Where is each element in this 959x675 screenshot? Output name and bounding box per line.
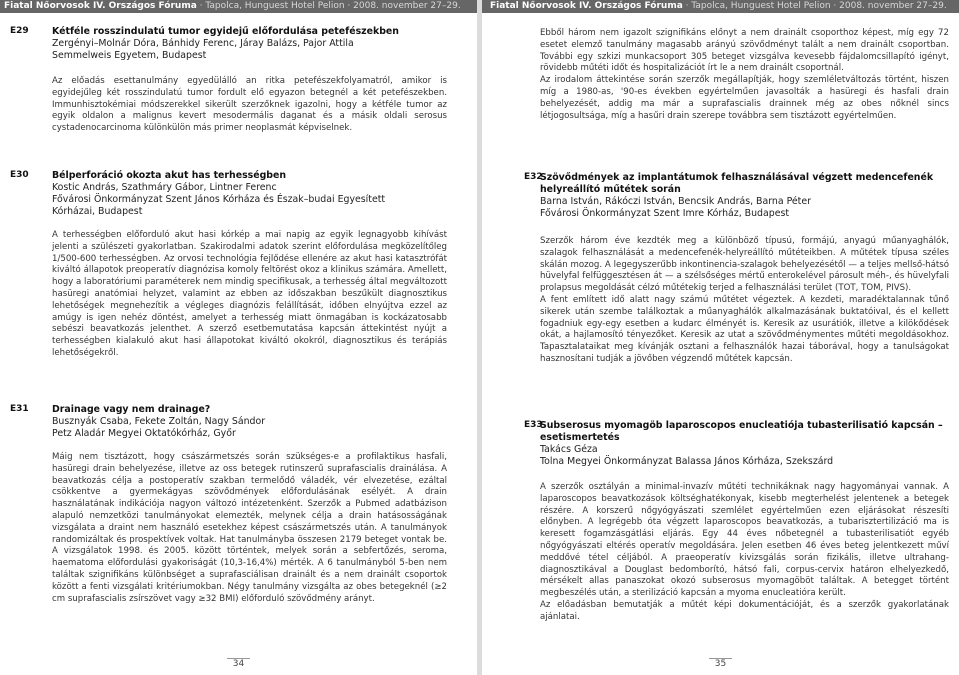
abstract-code: E31 bbox=[10, 404, 29, 414]
abstract-title: Drainage vagy nem drainage? bbox=[52, 404, 211, 415]
abstract-institution: Tolna Megyei Önkormányzat Balassa János Kórháza, Szekszárd bbox=[540, 456, 834, 467]
continuation-text: Ebből három nem igazolt szignifikáns előnyt a nem drainált csoporthoz képest, míg egy 72 esetet elemző tanulmány magasabb arányú szövődményt talált a nem drainált csoportban. További egy szkizi munkacsoport 305 beteget vizsgálva kevesebb fájdalomcsillapító igényt, rövidebb műtéti időt és hospitalizációt írt le a nem drainált csoportnál. Az irodalom áttekintése során szerzők megállapítják, hogy szemléletváltozás történt, hiszen míg a 1980-as, '90-es években egyértelműen javasolták a hasüregi és hasfali drain behelyezését, addig ma már a suprafascialis drainnek még az obes nőknél sincs létjogosultsága, míg a hasűri drain szerepe továbbra sem tisztázott egyértelműen. bbox=[540, 28, 949, 121]
right-page bbox=[482, 0, 959, 675]
abstract-authors: Busznyák Csaba, Fekete Zoltán, Nagy Sándor bbox=[52, 416, 266, 427]
abstract-title: Szövődmények az implantátumok felhasználásával végzett medencefenék helyreállító műtétek során bbox=[540, 172, 934, 195]
abstract-authors: Takács Géza bbox=[540, 444, 598, 455]
abstract-text: A terhességben előforduló akut hasi kórkép a mai napig az egyik legnagyobb kihívást jelenti a szülészeti gyakorlatban. Szakirodalmi adatok szerint előfordulása megközelítőleg 1/500-600 terhességben. Az orvosi technológia fejlődése ellenére az akut hasi katasztrófát kiváltó állapotok preoperatív diagnózisa komoly feltörést okoz a klinikus számára. Amellett, hogy a laboratóriumi paraméterek nem mindig specifikusak, a terhesség által megváltozott hasüregi anatómiai helyzet, valamint az ebben az időszakban beszűkült diagnosztikus lehetőségek megnehezítik a végleges diagnózis felállítását, időben elnyújtva ezzel az amúgy is igen nehéz döntést, amelyet a terhesség miatt önmagában is kockázatosabb sebészi beavatkozás jelenthet. A szerző esetbemutatása kapcsán áttekintést nyújt a terhességben kialakuló akut hasi állapotokat kiváltó okokról, diagnosztikus és terápiás lehetőségekről. bbox=[52, 230, 447, 358]
abstract-institution: Fővárosi Önkormányzat Szent Imre Kórház, Budapest bbox=[540, 208, 790, 219]
page-number bbox=[0, 659, 477, 669]
header-venue: · Tapolca, Hunguest Hotel Pelion · 2008. november 27–29. bbox=[682, 1, 947, 11]
abstract-code: E32 bbox=[524, 172, 543, 182]
header-conference: Fiatal Nőorvosok IV. Országos Fóruma bbox=[490, 1, 683, 11]
page-number bbox=[482, 659, 959, 669]
page-header bbox=[482, 0, 959, 13]
left-page bbox=[0, 0, 477, 675]
header-conference: Fiatal Nőorvosok IV. Országos Fóruma bbox=[4, 1, 197, 11]
abstract-authors: Barna István, Rákóczi István, Bencsik András, Barna Péter bbox=[540, 196, 811, 207]
abstract-body bbox=[52, 452, 447, 605]
abstract-body bbox=[52, 76, 447, 135]
abstract-title: Subserosus myomagöb laparoscopos enucleatiója tubasterilisatió kapcsán – esetismertetés bbox=[540, 420, 943, 443]
page-number-text: 35 bbox=[709, 658, 732, 669]
abstract-text: Máig nem tisztázott, hogy császármetszés során szükséges-e a profilaktikus hasfali, hasüregi drain behelyezése, illetve az oss betegek rutinszerű suprafascialis drainálása. A beavatkozás célja a postoperatív szakban termelődő váladék, vér elvezetése, ezáltal csökkentve a gyermekágyas szövődmények előfordulásának esélyét. A drain használatának indikációja nagyon változó intézetenként. Szerzők a Pubmed adatbázison alapuló nemzetközi tanulmányokat elemezték, melynek célja a drain hatásosságának vizsgálata a draint nem használó esetekhez képest császármetszés után. A tanulmányok randomizáltak és prospektívek voltak. Hat tanulmányba összesen 2179 beteget vontak be. A vizsgálatok 1998. és 2005. között történtek, melyek során a sebfertőzés, seroma, haematoma előfordulási gyakoriságát (10,3-16,4%) mérték. A 6 tanulmányból 5-ben nem találtak szignifikáns különbséget a suprafasciálisan drainált és a nem drainált csoportok között a fenti vizsgálati kritériumokban. Négy tanulmány vizsgálta az obes betegeknél (≥2 cm suprafascialis zsírszövet vagy ≥32 BMI) előforduló szövődmény arányt. bbox=[52, 452, 447, 604]
abstract-text: Az előadás esettanulmány egyedülálló an ritka petefészekfolyamatról, amikor is egyidejűleg két rosszindulatú tumor fordult elő egyazon betegnél a két petefészekben. Immunhisztokémiai módszerekkel sikerült szerzőknek igazolni, hogy a kétféle tumor az egyik oldalon a malignus kevert mesodermális daganat és a másik oldali serosus cystadenocarcinoma különkülön más primer neoplasmát képviselnek. bbox=[52, 76, 447, 134]
abstract-body bbox=[52, 230, 447, 360]
abstract-body: Szerzők három éve kezdték meg a különböző típusú, formájú, anyagú műanyaghálók, szalagok felhasználását a medencefenék-helyreállító műtéteikben. A műtétek típusa széles skálán mozog. A legegyszerűbb inkontinencia-szalagok behelyezésétől — a teljes mellső-hátsó hüvelyfal felfüggesztésen át — a szélsőséges mértű enterokelével párosult méh-, és hüvelyfali prolapsus megoldását célzó műtétekig terjed a felhasználási terület (TOT, TOM, PIVS). A fent említett idő alatt nagy számú műtétet végeztek. A kezdeti, maradéktalannak tűnő sikerek után szembe találkoztak a műanyaghálók alkalmazásának buktatóival, és el kellett fogadniuk egy-egy esetben a kudarc élményét is. Keresik az usurátiók, illetve a kilökődések okát, a hajlamosító tényezőket. Keresik az utat a szövődménymentes műtéti megoldásokhoz. Tapasztalataikat meg kívánják osztani a felhasználók hazai táborával, hogy a tanulságokat hasznosítani tudják a jövőben végzendő műtétek kapcsán. bbox=[540, 236, 949, 364]
abstract-institution: Fővárosi Önkormányzat Szent János Kórháza és Észak–budai Egyesített Kórházai, Budapest bbox=[52, 194, 386, 217]
abstract-title: Bélperforáció okozta akut has terhességben bbox=[52, 170, 287, 181]
abstract-code: E33 bbox=[524, 420, 543, 430]
abstract-authors: Zergényi–Molnár Dóra, Bánhidy Ferenc, Járay Balázs, Pajor Attila bbox=[52, 38, 354, 49]
abstract-code: E29 bbox=[10, 26, 29, 36]
abstract-body: A szerzők osztályán a minimal-invazív műtéti technikáknak nagy hagyományai vannak. A laparoscopos beavatkozások költséghatékonyak, kisebb megterhelést jelentenek a betegek részére. A korszerű nőgyógyászati szemlélet egyértelműen ezen eljárásokat részesíti előnyben. A legrégebb óta végzett laparoscopos beavatkozás, a tubarisztertilizáció ma is keresett fogamzásgátlási eljárás. Egy 44 éves nőbetegnél a tubasterilisatiót egyéb nőgyógyászati eltérés operatív megoldására. Jelen esetben 46 éves beteg jelentkezett műví meddővé tétel céljából. A praeoperatív kivizsgálás során fizikális, illetve ultrahang-diagnosztikával a Douglast bedomborító, hátsó fali, corpus-cervix határon elhelyezkedő, mérsékelt allas panaszokat okozó subserosus myomagöböt találtak. A betegget történt megbeszélés után, a sterilizáció kapcsán a myoma enucleatióra került. Az előadásban bemutatják a műtét képi dokumentációját, és a szerzők gyakorlatának ajánlatai. bbox=[540, 482, 949, 622]
page-header bbox=[0, 0, 477, 13]
abstract-code: E30 bbox=[10, 170, 29, 180]
page-number-text: 34 bbox=[227, 658, 250, 669]
abstract-institution: Semmelweis Egyetem, Budapest bbox=[52, 50, 207, 61]
abstract-authors: Kostic András, Szathmáry Gábor, Lintner Ferenc bbox=[52, 182, 277, 193]
abstract-institution: Petz Aladár Megyei Oktatókórház, Győr bbox=[52, 428, 236, 439]
abstract-title: Kétféle rosszindulatú tumor egyidejű előfordulása petefészekben bbox=[52, 26, 399, 37]
header-venue: · Tapolca, Hunguest Hotel Pelion · 2008. november 27–29. bbox=[196, 1, 461, 11]
